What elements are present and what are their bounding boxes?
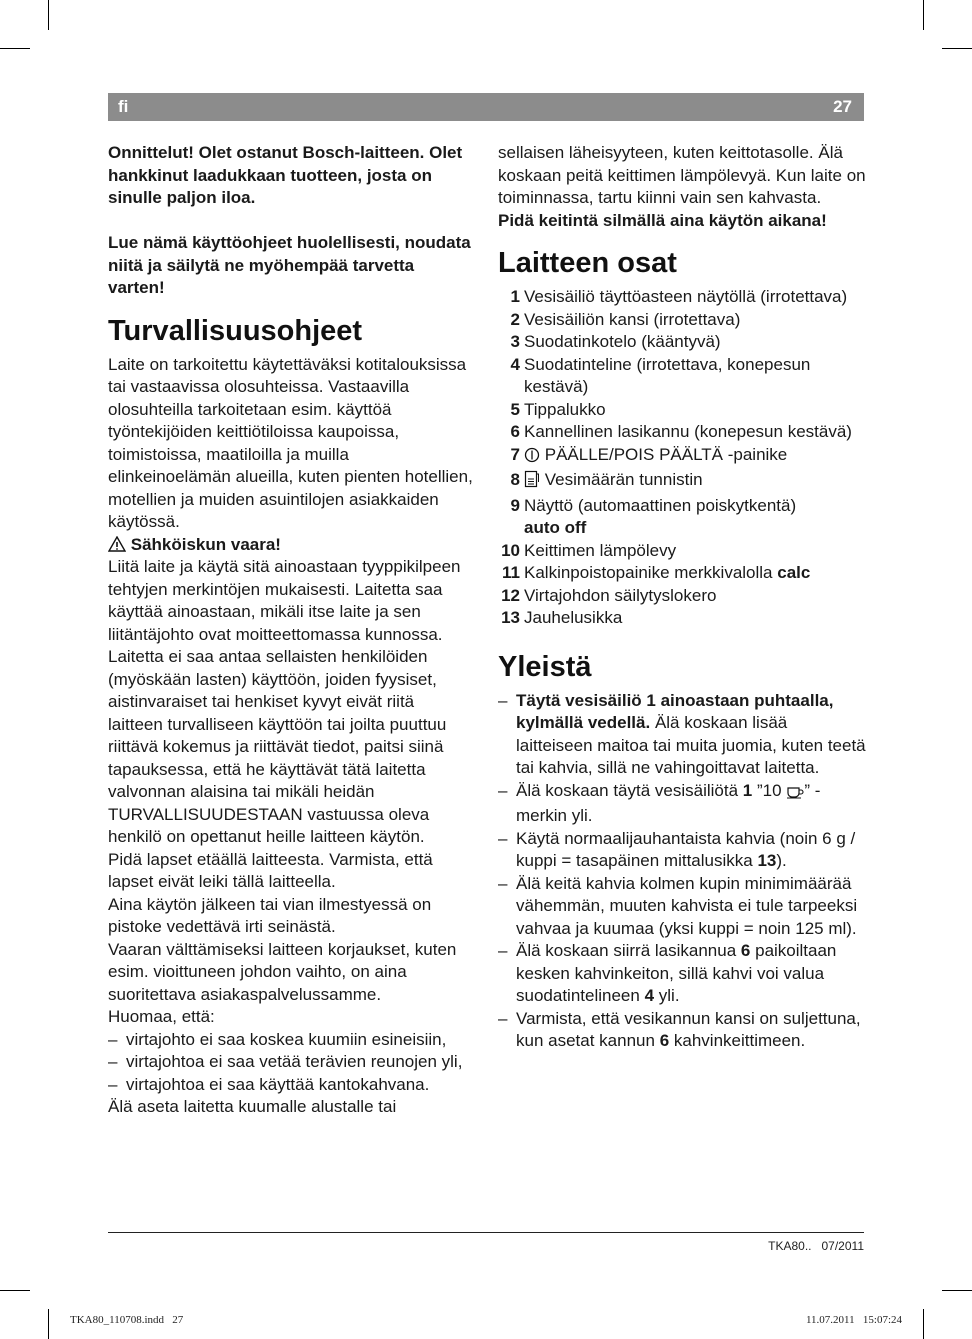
general-text: kahvinkeittimeen. [673,1031,806,1050]
crop-mark [0,1290,30,1291]
part-label: PÄÄLLE/POIS PÄÄLTÄ -painike [544,444,788,464]
hot-surface-warning: Älä aseta laitetta kuumalle alustalle tai [108,1097,397,1116]
general-text: Älä koskaan siirrä lasikannua [516,941,737,960]
warning-triangle-icon [108,536,126,552]
page-header [108,93,864,121]
list-item [498,286,868,309]
part-number: 5 [510,399,520,419]
part-label: Näyttö (automaattinen poiskytkentä) [524,495,797,515]
general-bold-text: Täytä vesisäiliö 1 ainoastaan puhtaalla, kylmällä vedellä. [516,690,834,732]
part-number: 13 [501,608,520,627]
part-number: 3 [510,332,520,351]
list-item [108,1051,473,1074]
part-label-bold: auto off [524,518,587,537]
list-item-text: virtajohtoa ei saa käyttää kantokahvana. [126,1074,430,1094]
crop-mark [923,0,924,30]
part-label-bold: calc [777,563,811,582]
warning-title: Sähköiskun vaara! [130,534,281,554]
part-label: Tippalukko [524,399,606,419]
part-number: 4 [510,354,520,374]
reference-number: 4 [644,986,655,1005]
intro-congrats: Onnittelut! Olet ostanut Bosch-laitteen. Olet hankkinut laadukkaan tuotteen, josta on sinulle paljon iloa. [108,143,463,207]
part-label: Kalkinpoistopainike merkkivalolla [524,563,773,582]
right-column [498,142,868,1053]
part-number: 10 [501,540,520,560]
part-number: 9 [510,495,520,515]
general-text: yli. [658,986,680,1005]
part-number: 2 [510,309,520,329]
warning-paragraph: Liitä laite ja käytä sitä ainoastaan tyyppikilpeen tehtyjen merkintöjen mukaisesti. Laitetta saa käyttää ainoastaan, mikäli itse laite ja sen liitäntäjohto ovat moitteettomassa kunnossa. [108,557,461,644]
dash-bullet: – [498,780,508,800]
warning-paragraph: Pidä lapset etäällä laitteesta. Varmista, että lapset eivät leiki tällä laitteella. [108,849,433,891]
dash-bullet: – [498,1008,508,1028]
dash-bullet: – [498,873,508,893]
crop-mark [942,48,972,49]
general-text: ). [776,851,787,870]
crop-mark [942,1290,972,1291]
part-number: 12 [501,585,520,605]
warning-paragraph: Aina käytön jälkeen tai vian ilmestyessä on pistoke vedettävä irti seinästä. [108,894,432,936]
dash-bullet: – [498,828,508,848]
warning-title-row [108,534,473,557]
warning-paragraph: Laitetta ei saa antaa sellaisten henkilöiden (myöskään lasten) käyttöön, joiden fyysiset, aistinvaraiset tai henkiset kyvyt eivät riitä laitteen turvalliseen käyttöön tai joilta puuttuu riittävä kokemus ja riittävät tiedot, paitsi siinä tapauksessa, että he käyttävät tätä laitetta valvonnan alaisina tai mikäli heidän TURVALLISUUDESTAAN vastuussa oleva henkilö on opettanut heille laitteen käytön. [108,647,447,846]
list-item [498,399,868,422]
left-column [108,142,473,1119]
part-label: Kannellinen lasikannu (konepesun kestävä) [524,422,852,441]
general-text: Varmista, että vesikannun kansi on suljettuna, kun asetat kannun [516,1008,861,1050]
part-number: 7 [510,444,520,464]
general-text: Älä keitä kahvia kolmen kupin minimimäärää vähemmän, muuten kahvista ei tule tarpeeksi vahvaa ja kuumaa (yksi kuppi = noin 125 ml). [516,873,858,938]
footer-model: TKA80.. [768,1239,812,1253]
cup-icon [786,783,804,806]
part-label: Vesisäiliö täyttöasteen näytöllä (irrotettava) [524,287,848,306]
list-item [498,354,868,399]
part-number: 11 [502,563,520,582]
general-text: Älä koskaan lisää laitteiseen maitoa tai muita juomia, kuten teetä tai kahvia, sillä ne vahingoittavat laitetta. [516,713,866,777]
part-label: Virtajohdon säilytyslokero [524,585,717,605]
list-item [498,873,868,941]
reference-number: 1 [742,780,753,800]
footer-date: 07/2011 [821,1239,864,1253]
safety-body: Laite on tarkoitettu käytettäväksi kotitalouksissa tai vastaavissa olosuhteissa. Vastaavilla olosuhteilla tarkoitetaan esim. käyttöä työntekijöiden keittiötiloissa kaupoissa, toimistoissa, maatiloilla ja muilla elinkeinoelämän alueilla, kuten pienten hotellien, motellien ja muiden asuintilojen asiakkaiden käytössä. [108,354,473,531]
intro-read-instructions: Lue nämä käyttöohjeet huolellisesti, noudata niitä ja säilytä ne myöhempää tarvetta varten! [108,233,471,297]
list-item [498,540,868,563]
list-item [498,828,868,873]
list-item [498,562,868,585]
list-item-text: virtajohto ei saa koskea kuumiin esineisiin, [126,1029,447,1049]
list-item [498,780,868,828]
list-item-text: virtajohtoa ei saa vetää terävien reunojen yli, [126,1052,463,1071]
list-item [498,1008,868,1053]
list-item [498,940,868,1008]
dash-bullet: – [108,1029,118,1049]
list-item [498,469,868,495]
supervise-warning: Pidä keitintä silmällä aina käytön aikana! [498,210,827,230]
parts-heading: Laitteen osat [498,247,677,279]
general-text: ” -merkin yli. [516,780,821,825]
list-item [498,444,868,470]
part-number: 8 [510,470,520,489]
safety-heading: Turvallisuusohjeet [108,314,363,347]
list-item [498,331,868,354]
general-text: paikoiltaan kesken kahvinkeiton, sillä kahvi voi valua suodatintelineen [516,941,837,1005]
part-label: Keittimen lämpölevy [524,540,677,560]
part-label: Vesimäärän tunnistin [544,470,703,489]
parts-list [498,286,868,630]
part-number: 6 [510,422,520,441]
safety-continued: sellaisen läheisyyteen, kuten keittotasolle. Älä koskaan peitä keittimen lämpölevyä. Kun laite on toiminnassa, tartu kiinni vain sen kahvasta. [498,143,866,207]
list-item [498,690,868,780]
water-amount-icon [524,470,540,495]
page-footer [758,1239,864,1253]
reference-number: 6 [740,941,751,960]
general-heading: Yleistä [498,650,592,683]
reference-number: 6 [659,1031,670,1050]
dash-bullet: – [498,941,508,960]
footer-divider [108,1232,864,1233]
general-text: Älä koskaan täytä vesisäiliötä [516,780,739,800]
print-timestamp: 11.07.2011 15:07:24 [805,1314,902,1326]
list-item [498,585,868,608]
part-label: Vesisäiliön kansi (irrotettava) [524,309,741,329]
list-item [108,1074,473,1097]
crop-mark [0,48,30,49]
part-label: Suodatinkotelo (kääntyvä) [524,332,721,351]
list-item [498,309,868,332]
list-item [108,1029,473,1052]
warning-paragraph: Huomaa, että: [108,1007,215,1026]
general-text: ”10 [757,780,782,800]
dash-bullet: – [108,1052,118,1071]
dash-bullet: – [108,1074,118,1094]
power-icon [524,447,540,470]
warning-paragraph: Vaaran välttämiseksi laitteen korjaukset, kuten esim. vioittuneen johdon vaihto, on aina suoritettava asiakaspalvelussamme. [108,939,457,1004]
part-number: 1 [510,287,520,306]
list-item [498,495,868,540]
part-label: Suodatinteline (irrotettava, konepesun kestävä) [524,354,811,396]
general-text: Käytä normaalijauhantaista kahvia (noin 6 g / kuppi = tasapäinen mittalusikka [516,828,856,870]
dash-bullet: – [498,690,508,710]
list-item [498,421,868,444]
reference-number: 13 [757,851,777,870]
language-code: fi [118,97,129,116]
print-file-info: TKA80_110708.indd 27 [70,1314,184,1326]
page-number: 27 [833,97,852,116]
crop-mark [48,0,49,30]
list-item [498,607,868,630]
crop-mark [48,1309,49,1339]
crop-mark [923,1309,924,1339]
part-label: Jauhelusikka [524,608,623,627]
